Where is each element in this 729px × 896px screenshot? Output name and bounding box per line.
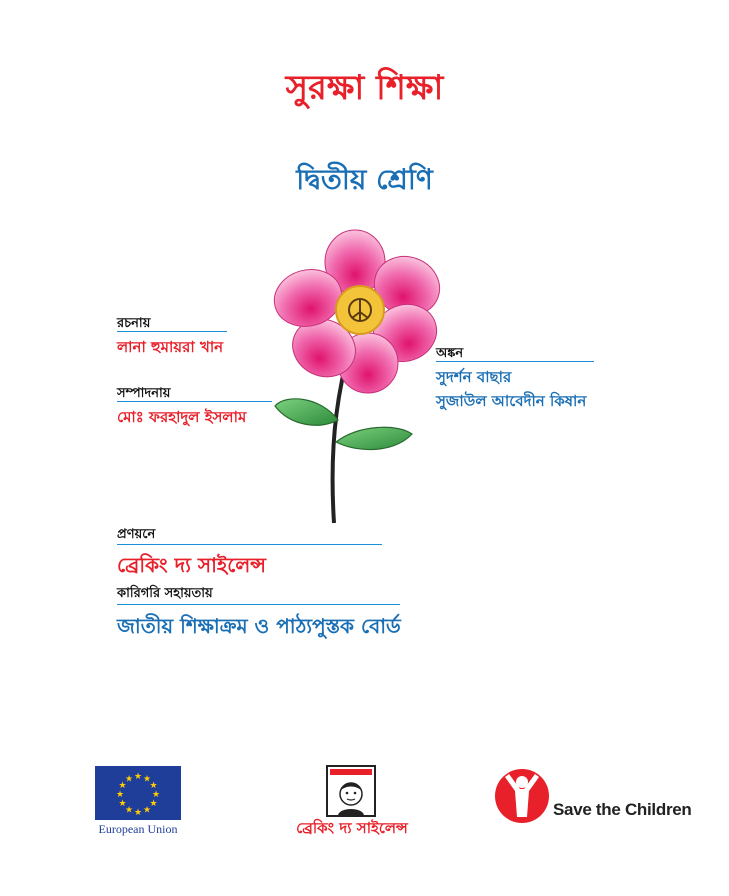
illustrator-name: সুজাউল আবেদীন কিষান [436, 392, 587, 410]
divider [117, 331, 227, 332]
written-by-name: লানা হুমায়রা খান [117, 338, 224, 356]
technical-support-name: জাতীয় শিক্ষাক্রম ও পাঠ্যপুস্তক বোর্ড [117, 614, 401, 638]
svg-text:★: ★ [149, 799, 158, 809]
developed-by-name: ব্রেকিং দ্য সাইলেন্স [117, 553, 266, 577]
save-the-children-logo-icon [493, 765, 551, 825]
right-leaf [336, 427, 412, 449]
left-leaf [275, 399, 338, 425]
svg-text:★: ★ [124, 805, 134, 816]
svg-text:★: ★ [133, 808, 143, 818]
svg-text:★: ★ [151, 790, 161, 800]
edited-by-name: মোঃ ফরহাদুল ইসলাম [117, 408, 247, 426]
breaking-the-silence-logo-icon [326, 765, 376, 817]
divider [436, 361, 594, 362]
edited-by-label: সম্পাদনায় [117, 386, 171, 401]
technical-support-label: কারিগরি সহায়তায় [117, 586, 213, 601]
svg-text:★: ★ [118, 781, 127, 791]
grade-subtitle: দ্বিতীয় শ্রেণি [296, 163, 433, 196]
svg-text:★: ★ [115, 790, 125, 800]
svg-text:★: ★ [142, 805, 152, 816]
eu-flag-icon [95, 766, 181, 820]
svg-text:★: ★ [149, 781, 158, 791]
eu-caption: European Union [98, 822, 178, 836]
bts-caption: ব্রেকিং দ্য সাইলেন্স [296, 819, 408, 837]
peace-sign-icon [336, 286, 384, 334]
written-by-label: রচনায় [117, 316, 151, 331]
illustration-label: অঙ্কন [436, 346, 464, 361]
svg-text:★: ★ [124, 774, 134, 785]
divider [117, 401, 272, 402]
divider [117, 604, 400, 605]
save-the-children-text: Save the Children [553, 800, 692, 819]
svg-text:★: ★ [118, 799, 127, 809]
illustrator-name: সুদর্শন বাছার [436, 368, 512, 386]
flower-illustration [250, 228, 460, 528]
book-title: সুরক্ষা শিক্ষা [285, 68, 444, 108]
divider [117, 544, 382, 545]
svg-text:★: ★ [133, 772, 143, 782]
svg-text:★: ★ [142, 774, 152, 785]
developed-by-label: প্রণয়নে [117, 527, 156, 542]
